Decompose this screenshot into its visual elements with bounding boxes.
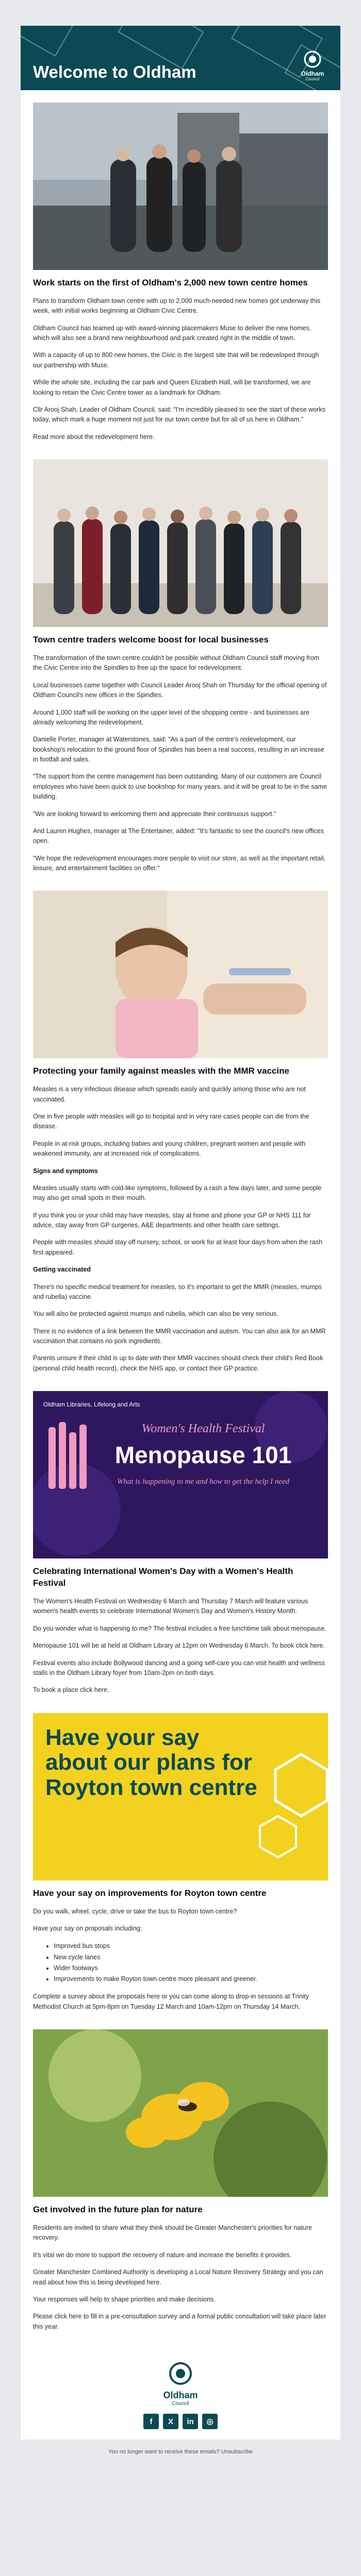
paragraph: "We hope the redevelopment encourages more people to visit our store, as well as the important retail, leisure, and entertainment facilities on offer." <box>33 854 326 872</box>
linkedin-icon[interactable]: in <box>183 2414 198 2429</box>
subheading: Getting vaccinated <box>33 1266 91 1274</box>
paragraph: Your responses will help to shape priorities and make decisions. <box>33 2295 216 2303</box>
article-title: Get involved in the future plan for nature <box>33 2205 203 2215</box>
paragraph: There's no specific medical treatment for measles, so it's important to get the MMR (measles, mumps and rubella) vaccine. <box>33 1283 322 1300</box>
book-link[interactable]: To book a place click here. <box>33 1686 109 1694</box>
paragraph: Residents are invited to share what they think should be Greater Manchester's priorities for nature recovery. <box>33 2224 312 2242</box>
list-item: • Improvements to make Royton town centre more pleasant and greener. <box>54 1974 328 1985</box>
paragraph: The Women's Health Festival on Wednesday 6 March and Thursday 7 March will feature various women's health events to celebrate International Women's Day and Women's History Month. <box>33 1598 308 1615</box>
menopause-banner <box>33 1391 328 1558</box>
paragraph: There is no evidence of a link between the MMR vaccination and autism. You can also ask for an MMR vaccination that contains no pork ingredients. <box>33 1327 326 1345</box>
paragraph: People in at-risk groups, including babies and young children, pregnant women and people with weakened immunity, are at increased risk of complications. <box>33 1140 306 1158</box>
article-mmr-vaccine <box>21 891 340 1391</box>
paragraph: Festival events also include Bollywood dancing and a going self-care you can visit health and wellness stalls in the Oldham Library foyer from 10am-2pm on both days. <box>33 1659 325 1676</box>
survey-link[interactable]: Please click here to fill in a pre-consultation survey and a formal public consultation will take place later this year. <box>33 2313 326 2330</box>
paragraph: "We are looking forward to welcoming them and appreciate their continuous support." <box>33 810 276 818</box>
hex-pattern <box>21 26 74 57</box>
paragraph: And Lauren Hughes, manager at The Entertainer, added: "It's fantastic to see the council's new offices open. <box>33 827 324 845</box>
article-town-centre-traders <box>21 460 340 891</box>
article-title: Town centre traders welcome boost for local businesses <box>33 635 269 645</box>
logo-word: Oldham <box>301 70 324 78</box>
civic-centre-photo <box>33 103 328 270</box>
paragraph: Around 1,000 staff will be working on the upper level of the shopping centre - and businesses are already welcoming the redevelopment. <box>33 708 310 726</box>
paragraph: People with measles should stay off nursery, school, or work for at least four days from when the rash first appeared. <box>33 1239 322 1256</box>
article-nature <box>21 2029 340 2349</box>
article-royton <box>21 1713 340 2029</box>
logo-sub: Council <box>305 77 320 82</box>
subheading: Signs and symptoms <box>33 1167 98 1175</box>
paragraph: With a capacity of up to 800 new homes, the Civic is the largest site that will be redeveloped through our partnership with Muse. <box>33 351 319 369</box>
paragraph: One in five people with measles will go to hospital and in very rare cases people can die from the disease. <box>33 1113 309 1130</box>
paragraph: Do you walk, wheel, cycle, drive or take the bus to Royton town centre? <box>33 1907 237 1915</box>
newsletter-title: Welcome to Oldham <box>33 62 196 81</box>
royton-banner-text: Have your say about our plans for Royton town centre <box>45 1725 257 1800</box>
vaccination-photo <box>33 891 328 1058</box>
banner-script-text: Women's Health Festival <box>141 1422 265 1436</box>
footer-logo-word: Oldham <box>163 2390 198 2401</box>
paragraph: Cllr Arooj Shah, Leader of Oldham Council, said: "I'm incredibly pleased to see the start of these works today, which mark a huge moment not just for our town centre but for all of us here in Oldham." <box>33 405 325 423</box>
paragraph: Measles usually starts with cold-like symptoms, followed by a rash a few days later, and some people may also get small spots in their mouth. <box>33 1184 322 1202</box>
footer <box>21 2349 340 2439</box>
paragraph: It's vital we do more to support the recovery of nature and increase the benefits it provides. <box>33 2251 292 2259</box>
list-item: • Improved bus stops <box>54 1941 328 1952</box>
newsletter <box>21 26 340 2439</box>
nature-photo <box>33 2029 328 2197</box>
paragraph: If you think you or your child may have measles, stay at home and phone your GP or NHS 111 for advice, stay away from GP surgeries, A&E departments and other health care settings. <box>33 1211 311 1229</box>
proposal-list <box>33 1941 328 1985</box>
facebook-icon[interactable]: f <box>143 2414 159 2429</box>
royton-banner <box>33 1713 328 1880</box>
article-civic-centre <box>21 90 340 460</box>
paragraph[interactable]: Menopause 101 will be at held at Oldham Library at 12pm on Wednesday 6 March. To book click here. <box>33 1642 325 1650</box>
paragraph: Plans to transform Oldham town centre with up to 2,000 much-needed new homes got underway this week, with initial works beginning at Oldham Civic Centre. <box>33 297 321 315</box>
instagram-icon[interactable]: ◎ <box>202 2414 218 2429</box>
header-banner <box>21 26 340 90</box>
article-title: Have your say on improvements for Royton town centre <box>33 1888 267 1898</box>
paragraph: Have your say on proposals including: <box>33 1925 142 1932</box>
oldham-logo-icon <box>169 2362 192 2385</box>
top-margin <box>0 0 361 26</box>
oldham-logo-icon <box>304 50 321 68</box>
article-womens-health <box>21 1391 340 1713</box>
article-title: Celebrating International Women's Day with a Women's Health Festival <box>33 1566 293 1588</box>
list-item: • Wider footways <box>54 1963 328 1974</box>
paragraph: Do you wonder what is happening to me? The festival includes a free lunchtime talk about menopause. <box>33 1624 326 1632</box>
unsubscribe-text[interactable]: You no longer want to receive these emails? Unsubscribe <box>0 2439 361 2467</box>
list-item: • New cycle lanes <box>54 1952 328 1963</box>
article-title: Protecting your family against measles with the MMR vaccine <box>33 1066 289 1076</box>
paragraph: Oldham Council has teamed up with award-winning placemakers Muse to deliver the new homes, which will also see a brand new neighbourhood and park created right in the middle of town. <box>33 324 311 342</box>
paragraph: Parents unsure if their child is up to date with their MMR vaccines should check their child's Red Book (personal child health record), check the NHS app, or contact their GP practice. <box>33 1354 323 1372</box>
traders-group-photo <box>33 460 328 627</box>
paragraph: The transformation of the town centre couldn't be possible without Oldham Council staff moving from the Civic Centre into the Spindles to free up the space for redevelopment. <box>33 654 320 672</box>
paragraph: Local businesses came together with Council Leader Arooj Shah on Thursday for the official opening of Oldham Council's new offices in the Spindles. <box>33 681 327 699</box>
paragraph: You will also be protected against mumps and rubella, which can also be very serious. <box>33 1310 278 1318</box>
banner-sub-text: What is happening to me and how to get the help I need <box>117 1478 290 1486</box>
article-title: Work starts on the first of Oldham's 2,000 new town centre homes <box>33 278 308 287</box>
survey-link[interactable]: Complete a survey about the proposals here or you can come along to drop-in sessions at Trinity Methodist Church at 5pm-8pm on Tuesday 12 March and 10am-12pm on Thursday 14 March. <box>33 1993 309 2010</box>
footer-logo-sub: Council <box>172 2401 189 2407</box>
paragraph: Measles is a very infectious disease which spreads easily and quickly among those who are not vaccinated. <box>33 1086 306 1103</box>
paragraph: "The support from the centre management has been outstanding. Many of our customers are Council employees who have been quick to use bookshop for many years, and it will be great to be in the same building. <box>33 773 327 801</box>
social-links <box>21 2414 340 2429</box>
paragraph: Danielle Porter, manager at Waterstones, said: "As a part of the centre's redevelopment, our bookshop's relocation to the ground floor of Spindles has been a real success, resulting in an increase in footfall and sales. <box>33 736 324 763</box>
council-logo[interactable] <box>298 50 327 82</box>
banner-big-text: Menopause 101 <box>114 1442 292 1469</box>
paragraph: While the whole site, including the car park and Queen Elizabeth Hall, will be transformed, we are looking to retain the Civic Centre tower as a landmark for Oldham. <box>33 379 311 396</box>
banner-tag-text: Oldham Libraries, Lifelong and Arts <box>43 1401 140 1409</box>
read-more-link[interactable]: Read more about the redevelopment here. <box>33 433 155 440</box>
x-icon[interactable]: X <box>163 2414 178 2429</box>
paragraph[interactable]: Greater Manchester Combined Authority is developing a Local Nature Recovery Strategy and you can read about how this is being developed here. <box>33 2268 323 2286</box>
